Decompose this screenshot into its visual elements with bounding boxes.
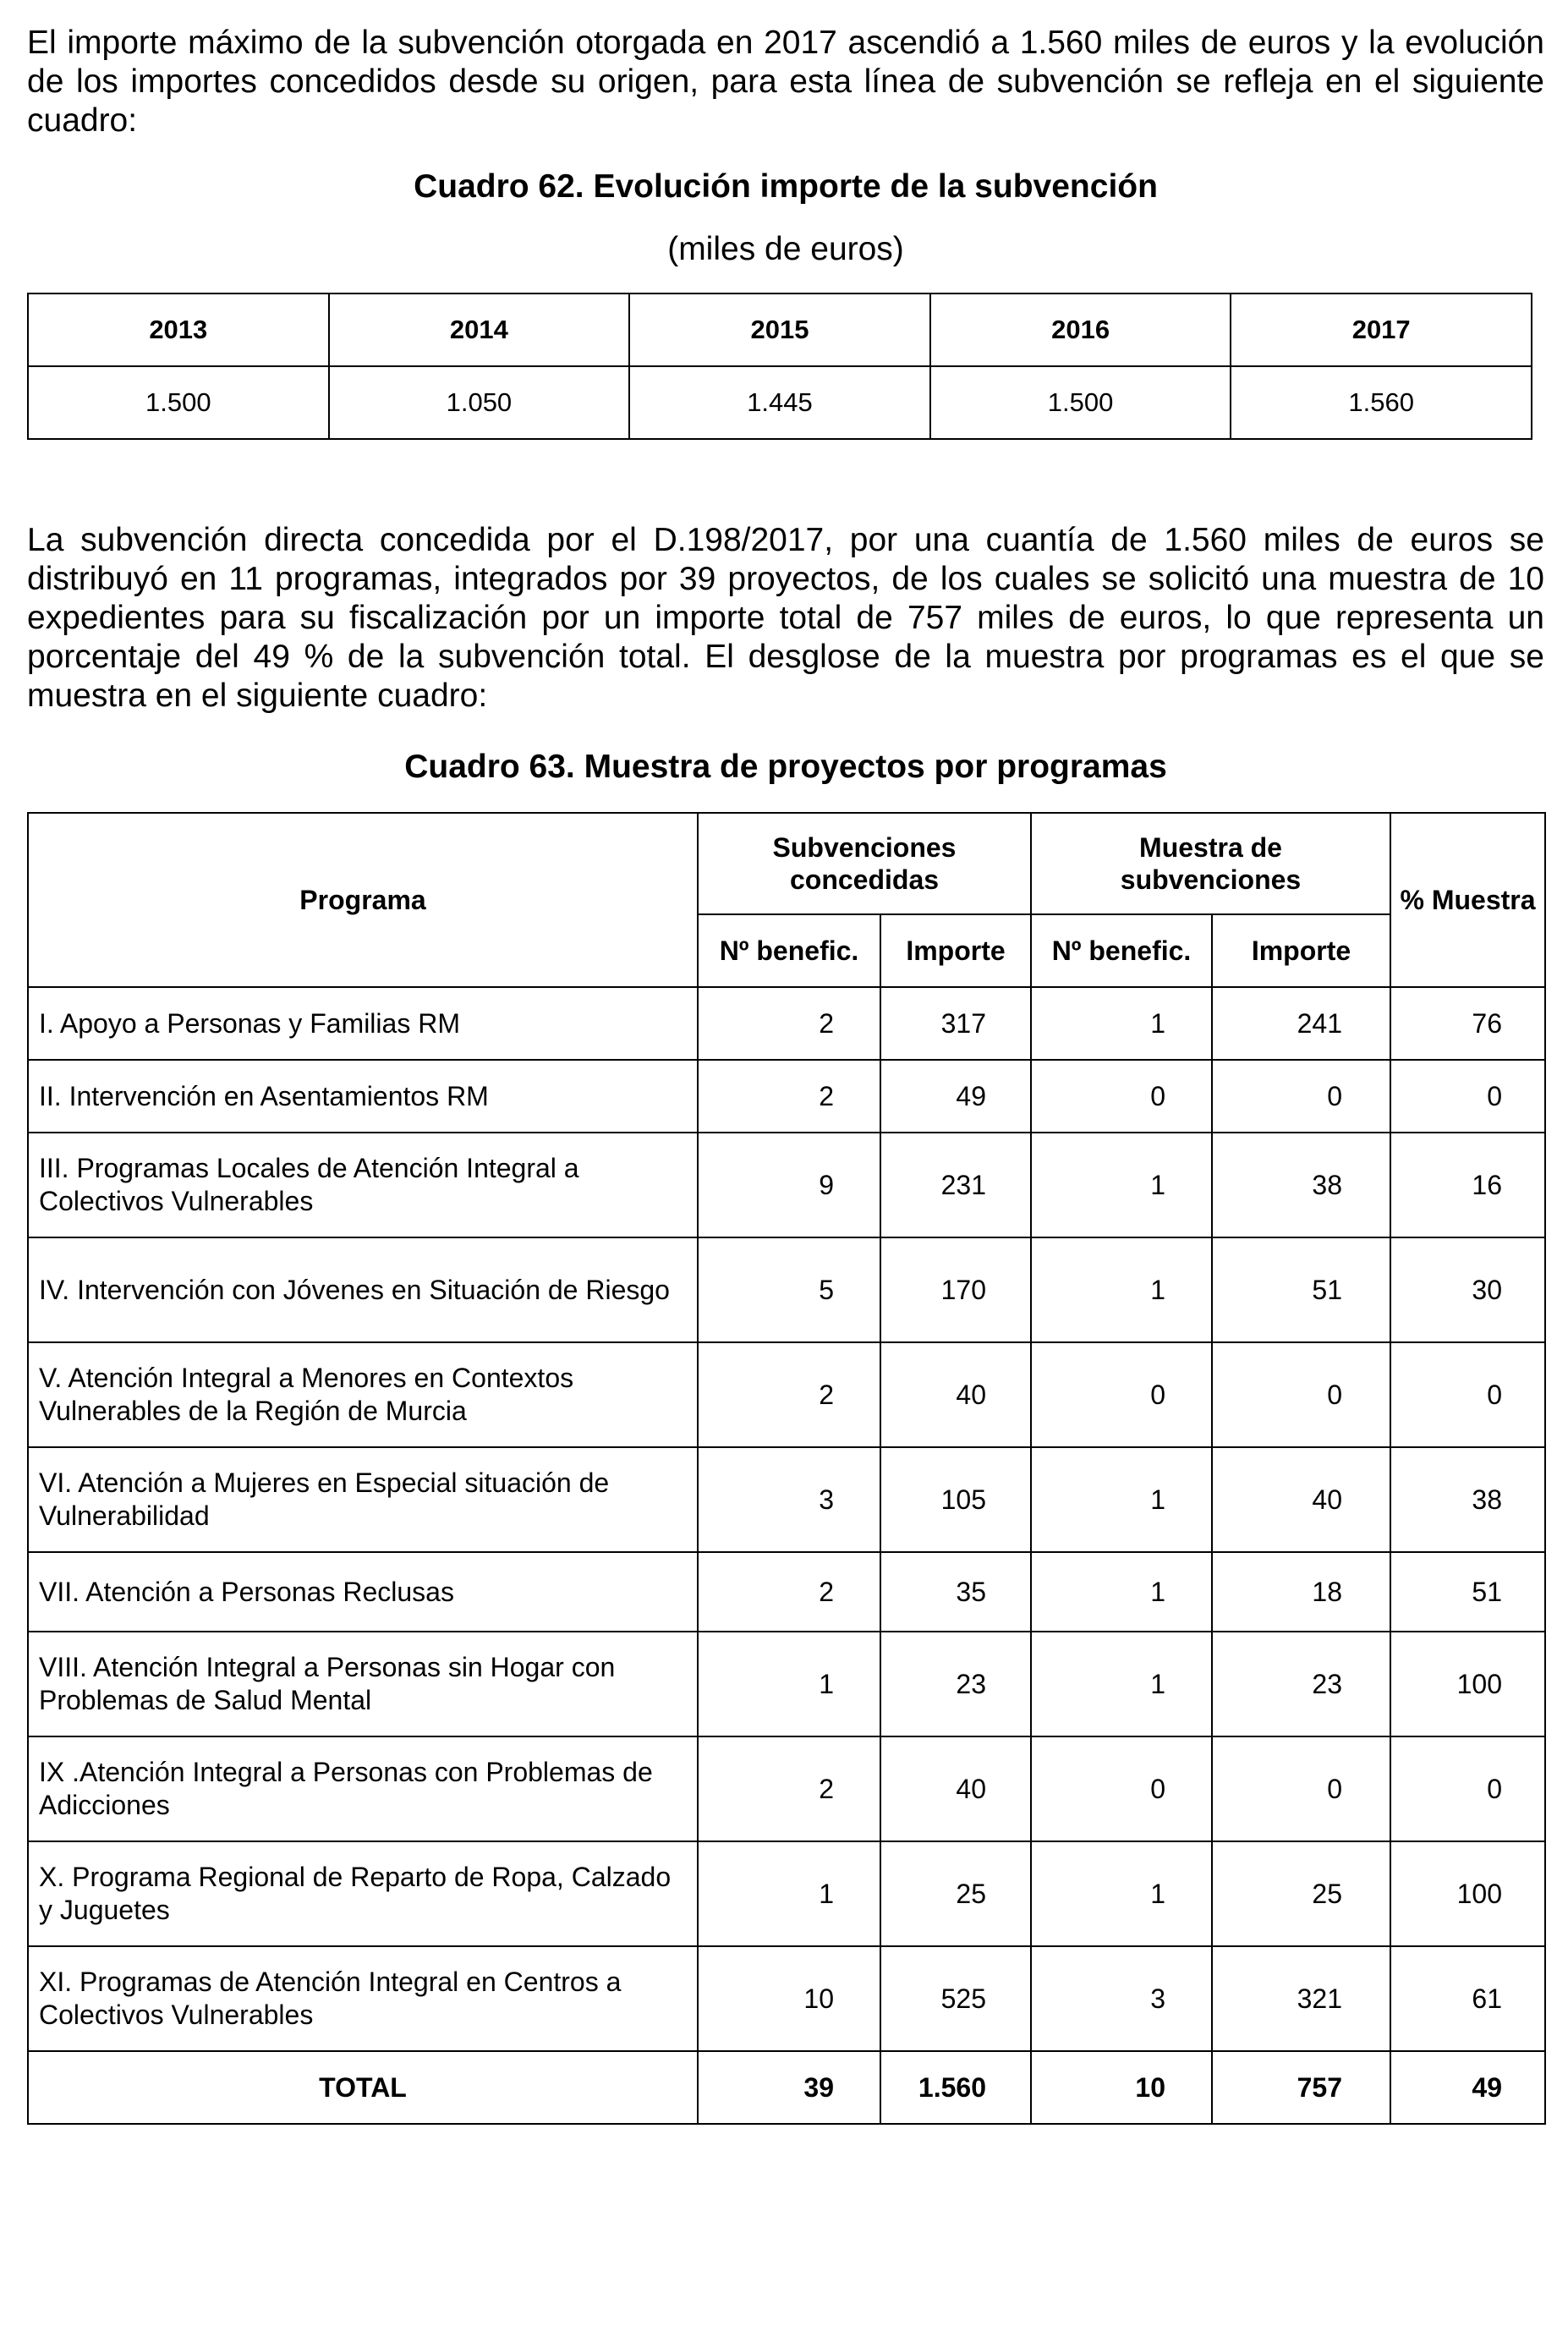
- row-importe: 231: [880, 1133, 1031, 1237]
- total-label: TOTAL: [28, 2051, 698, 2124]
- row-muestra-importe: 0: [1212, 1060, 1390, 1133]
- row-porcentaje: 0: [1390, 1736, 1545, 1841]
- row-programa: II. Intervención en Asentamientos RM: [28, 1060, 698, 1133]
- row-programa: X. Programa Regional de Reparto de Ropa, Calzado y Juguetes: [28, 1841, 698, 1946]
- header-muestra-importe: Importe: [1212, 914, 1390, 987]
- row-muestra-importe: 18: [1212, 1552, 1390, 1632]
- row-muestra-importe: 38: [1212, 1133, 1390, 1237]
- row-programa: III. Programas Locales de Atención Integral a Colectivos Vulnerables: [28, 1133, 698, 1237]
- total-porcentaje: 49: [1390, 2051, 1545, 2124]
- table62-unit: (miles de euros): [667, 231, 904, 267]
- row-porcentaje: 30: [1390, 1237, 1545, 1342]
- table62-value-row: [28, 366, 1532, 439]
- row-muestra-importe: 25: [1212, 1841, 1390, 1946]
- header-muestra-nbenefic: Nº benefic.: [1031, 914, 1212, 987]
- row-porcentaje: 0: [1390, 1342, 1545, 1447]
- row-programa: VI. Atención a Mujeres en Especial situación de Vulnerabilidad: [28, 1447, 698, 1552]
- table-row: [28, 1060, 1545, 1133]
- table-row: [28, 1632, 1545, 1736]
- row-porcentaje: 100: [1390, 1841, 1545, 1946]
- row-nbenefic: 2: [698, 1342, 880, 1447]
- row-nbenefic: 2: [698, 987, 880, 1060]
- row-porcentaje: 51: [1390, 1552, 1545, 1632]
- header-muestra-subvenciones: Muestra de subvenciones: [1031, 813, 1390, 914]
- row-importe: 35: [880, 1552, 1031, 1632]
- row-muestra-nbenefic: 0: [1031, 1060, 1212, 1133]
- row-porcentaje: 38: [1390, 1447, 1545, 1552]
- row-programa: IV. Intervención con Jóvenes en Situación de Riesgo: [28, 1237, 698, 1342]
- table62-value: 1.560: [1231, 366, 1532, 439]
- row-muestra-importe: 40: [1212, 1447, 1390, 1552]
- table-row: [28, 1552, 1545, 1632]
- row-importe: 23: [880, 1632, 1031, 1736]
- row-muestra-importe: 51: [1212, 1237, 1390, 1342]
- table-row: [28, 987, 1545, 1060]
- row-nbenefic: 1: [698, 1841, 880, 1946]
- row-muestra-nbenefic: 1: [1031, 1632, 1212, 1736]
- table62-year: 2016: [930, 294, 1231, 366]
- row-porcentaje: 0: [1390, 1060, 1545, 1133]
- row-nbenefic: 5: [698, 1237, 880, 1342]
- table63-header-row: [28, 813, 1545, 914]
- table62: [27, 293, 1532, 440]
- row-muestra-nbenefic: 3: [1031, 1946, 1212, 2051]
- row-muestra-importe: 23: [1212, 1632, 1390, 1736]
- table-row: [28, 1447, 1545, 1552]
- total-nbenefic: 39: [698, 2051, 880, 2124]
- header-nbenefic: Nº benefic.: [698, 914, 880, 987]
- header-programa: Programa: [28, 813, 698, 987]
- row-programa: VII. Atención a Personas Reclusas: [28, 1552, 698, 1632]
- row-muestra-nbenefic: 1: [1031, 1841, 1212, 1946]
- row-muestra-importe: 0: [1212, 1342, 1390, 1447]
- table-row: [28, 1237, 1545, 1342]
- row-importe: 49: [880, 1060, 1031, 1133]
- row-nbenefic: 3: [698, 1447, 880, 1552]
- total-importe: 1.560: [880, 2051, 1031, 2124]
- table-row: [28, 1133, 1545, 1237]
- table-row: [28, 1841, 1545, 1946]
- row-muestra-nbenefic: 1: [1031, 1133, 1212, 1237]
- table62-year: 2017: [1231, 294, 1532, 366]
- row-importe: 170: [880, 1237, 1031, 1342]
- table62-value: 1.500: [930, 366, 1231, 439]
- row-programa: XI. Programas de Atención Integral en Centros a Colectivos Vulnerables: [28, 1946, 698, 2051]
- row-muestra-nbenefic: 1: [1031, 1447, 1212, 1552]
- header-importe: Importe: [880, 914, 1031, 987]
- table-row: [28, 1946, 1545, 2051]
- row-importe: 525: [880, 1946, 1031, 2051]
- row-nbenefic: 9: [698, 1133, 880, 1237]
- table-total-row: [28, 2051, 1545, 2124]
- row-porcentaje: 76: [1390, 987, 1545, 1060]
- table63: [27, 812, 1546, 2125]
- row-importe: 40: [880, 1342, 1031, 1447]
- table62-value: 1.050: [329, 366, 630, 439]
- row-importe: 25: [880, 1841, 1031, 1946]
- table62-year: 2013: [28, 294, 329, 366]
- table-row: [28, 1736, 1545, 1841]
- row-importe: 105: [880, 1447, 1031, 1552]
- row-muestra-importe: 321: [1212, 1946, 1390, 2051]
- header-subvenciones-concedidas: Subvenciones concedidas: [698, 813, 1031, 914]
- row-muestra-nbenefic: 1: [1031, 1237, 1212, 1342]
- row-porcentaje: 16: [1390, 1133, 1545, 1237]
- table63-title: Cuadro 63. Muestra de proyectos por programas: [404, 749, 1167, 785]
- row-nbenefic: 10: [698, 1946, 880, 2051]
- row-muestra-nbenefic: 1: [1031, 1552, 1212, 1632]
- row-programa: VIII. Atención Integral a Personas sin Hogar con Problemas de Salud Mental: [28, 1632, 698, 1736]
- row-nbenefic: 2: [698, 1736, 880, 1841]
- total-muestra-nbenefic: 10: [1031, 2051, 1212, 2124]
- row-nbenefic: 1: [698, 1632, 880, 1736]
- row-programa: I. Apoyo a Personas y Familias RM: [28, 987, 698, 1060]
- row-porcentaje: 61: [1390, 1946, 1545, 2051]
- table62-year: 2014: [329, 294, 630, 366]
- intro-paragraph: El importe máximo de la subvención otorgada en 2017 ascendió a 1.560 miles de euros y la evolución de los importes concedidos desde su origen, para esta línea de subvención se refleja en el siguiente cuadro:: [27, 25, 1544, 139]
- row-nbenefic: 2: [698, 1552, 880, 1632]
- row-muestra-nbenefic: 0: [1031, 1736, 1212, 1841]
- row-muestra-importe: 0: [1212, 1736, 1390, 1841]
- table62-value: 1.445: [629, 366, 930, 439]
- row-muestra-importe: 241: [1212, 987, 1390, 1060]
- table62-year: 2015: [629, 294, 930, 366]
- table62-header-row: [28, 294, 1532, 366]
- row-porcentaje: 100: [1390, 1632, 1545, 1736]
- second-paragraph: La subvención directa concedida por el D.198/2017, por una cuantía de 1.560 miles de euros se distribuyó en 11 programas, integrados por 39 proyectos, de los cuales se solicitó una muestra de 10 expedientes para su fiscalización por un importe total de 757 miles de euros, lo que representa un porcentaje del 49 % de la subvención total. El desglose de la muestra por programas es el que se muestra en el siguiente cuadro:: [27, 522, 1544, 714]
- row-nbenefic: 2: [698, 1060, 880, 1133]
- table62-title: Cuadro 62. Evolución importe de la subvención: [414, 168, 1158, 205]
- row-muestra-nbenefic: 1: [1031, 987, 1212, 1060]
- row-importe: 40: [880, 1736, 1031, 1841]
- row-programa: IX .Atención Integral a Personas con Problemas de Adicciones: [28, 1736, 698, 1841]
- header-porcentaje-muestra: % Muestra: [1390, 813, 1545, 987]
- row-programa: V. Atención Integral a Menores en Contextos Vulnerables de la Región de Murcia: [28, 1342, 698, 1447]
- table62-value: 1.500: [28, 366, 329, 439]
- row-importe: 317: [880, 987, 1031, 1060]
- table-row: [28, 1342, 1545, 1447]
- total-muestra-importe: 757: [1212, 2051, 1390, 2124]
- row-muestra-nbenefic: 0: [1031, 1342, 1212, 1447]
- document-page: [27, 24, 1544, 2125]
